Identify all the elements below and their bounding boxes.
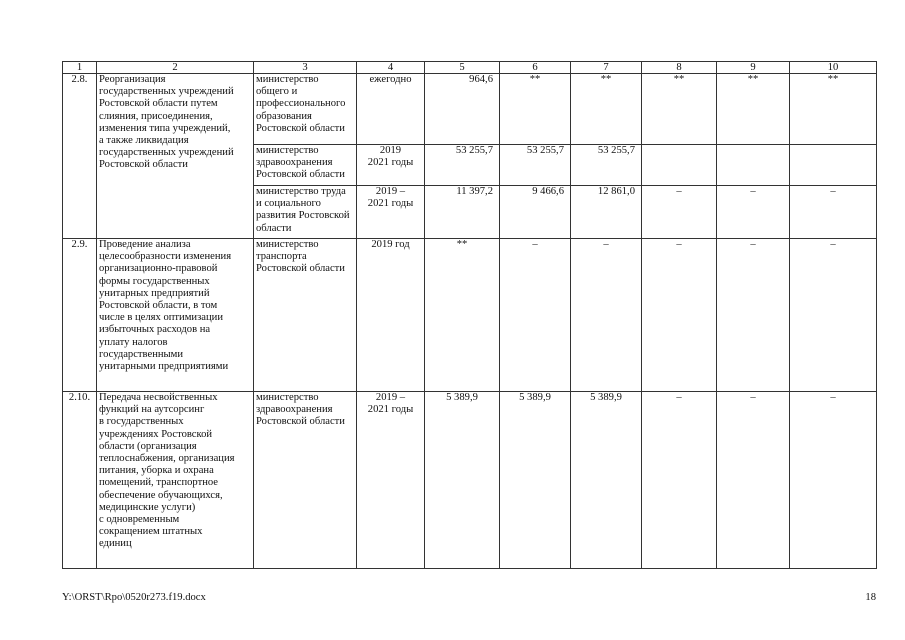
- measure-description: Проведение анализа целесообразности изменения организационно-правовой формы государственных унитарных предприятий Ростовской области, в том числе в целях оптимизации избыточных расходов на уплату налогов государственными унитарными предприятиями: [97, 239, 254, 392]
- row-number: 2.8.: [63, 74, 97, 239]
- value-cell-6: 9 466,6: [500, 186, 571, 239]
- value-cell-5: 964,6: [425, 74, 500, 145]
- header-row: [63, 62, 877, 74]
- value-cell-9: –: [717, 392, 790, 569]
- value-cell-5: 53 255,7: [425, 145, 500, 186]
- measure-description: Передача несвойственных функций на аутсорсинг в государственных учреждениях Ростовской области (организация теплоснабжения, организация питания, уборка и охрана помещений, транспортное обеспечение обучающихся, медицинские услуги) с одновременным сокращением штатных единиц: [97, 392, 254, 569]
- document-path: Y:\ORST\Rpo\0520r273.f19.docx: [62, 592, 206, 603]
- value-cell-8: –: [642, 186, 717, 239]
- value-cell-5: **: [425, 239, 500, 392]
- value-cell-8: [642, 145, 717, 186]
- row-number: 2.10.: [63, 392, 97, 569]
- value-cell-5: 5 389,9: [425, 392, 500, 569]
- executor-cell: министерство транспорта Ростовской области: [254, 239, 357, 392]
- col-header-3: 3: [254, 62, 357, 74]
- value-cell-6: 53 255,7: [500, 145, 571, 186]
- term-cell: 2019 год: [357, 239, 425, 392]
- col-header-6: 6: [500, 62, 571, 74]
- value-cell-7: 5 389,9: [571, 392, 642, 569]
- table-row-2-8-a: [63, 74, 877, 145]
- col-header-10: 10: [790, 62, 877, 74]
- value-cell-8: **: [642, 74, 717, 145]
- value-cell-8: –: [642, 392, 717, 569]
- program-table: [62, 61, 877, 569]
- value-cell-6: **: [500, 74, 571, 145]
- row-number: 2.9.: [63, 239, 97, 392]
- value-cell-9: –: [717, 239, 790, 392]
- value-cell-6: –: [500, 239, 571, 392]
- col-header-9: 9: [717, 62, 790, 74]
- table-row-2-9: [63, 239, 877, 392]
- value-cell-7: 12 861,0: [571, 186, 642, 239]
- executor-cell: министерство здравоохранения Ростовской области: [254, 145, 357, 186]
- value-cell-10: –: [790, 392, 877, 569]
- page-number: 18: [865, 592, 876, 603]
- table-row-2-10: [63, 392, 877, 569]
- term-cell: 2019 2021 годы: [357, 145, 425, 186]
- value-cell-9: –: [717, 186, 790, 239]
- value-cell-9: **: [717, 74, 790, 145]
- measure-description: Реорганизация государственных учреждений Ростовской области путем слияния, присоединения, изменения типа учреждений, а также ликвидация государственных учреждений Ростовской области: [97, 74, 254, 239]
- col-header-4: 4: [357, 62, 425, 74]
- executor-cell: министерство здравоохранения Ростовской области: [254, 392, 357, 569]
- value-cell-7: –: [571, 239, 642, 392]
- value-cell-10: –: [790, 239, 877, 392]
- value-cell-6: 5 389,9: [500, 392, 571, 569]
- value-cell-10: [790, 145, 877, 186]
- value-cell-5: 11 397,2: [425, 186, 500, 239]
- value-cell-10: –: [790, 186, 877, 239]
- col-header-2: 2: [97, 62, 254, 74]
- col-header-8: 8: [642, 62, 717, 74]
- value-cell-7: 53 255,7: [571, 145, 642, 186]
- col-header-5: 5: [425, 62, 500, 74]
- value-cell-7: **: [571, 74, 642, 145]
- executor-cell: министерство труда и социального развития Ростовской области: [254, 186, 357, 239]
- term-cell: ежегодно: [357, 74, 425, 145]
- col-header-1: 1: [63, 62, 97, 74]
- term-cell: 2019 – 2021 годы: [357, 186, 425, 239]
- term-cell: 2019 – 2021 годы: [357, 392, 425, 569]
- value-cell-8: –: [642, 239, 717, 392]
- value-cell-10: **: [790, 74, 877, 145]
- value-cell-9: [717, 145, 790, 186]
- col-header-7: 7: [571, 62, 642, 74]
- executor-cell: министерство общего и профессионального образования Ростовской области: [254, 74, 357, 145]
